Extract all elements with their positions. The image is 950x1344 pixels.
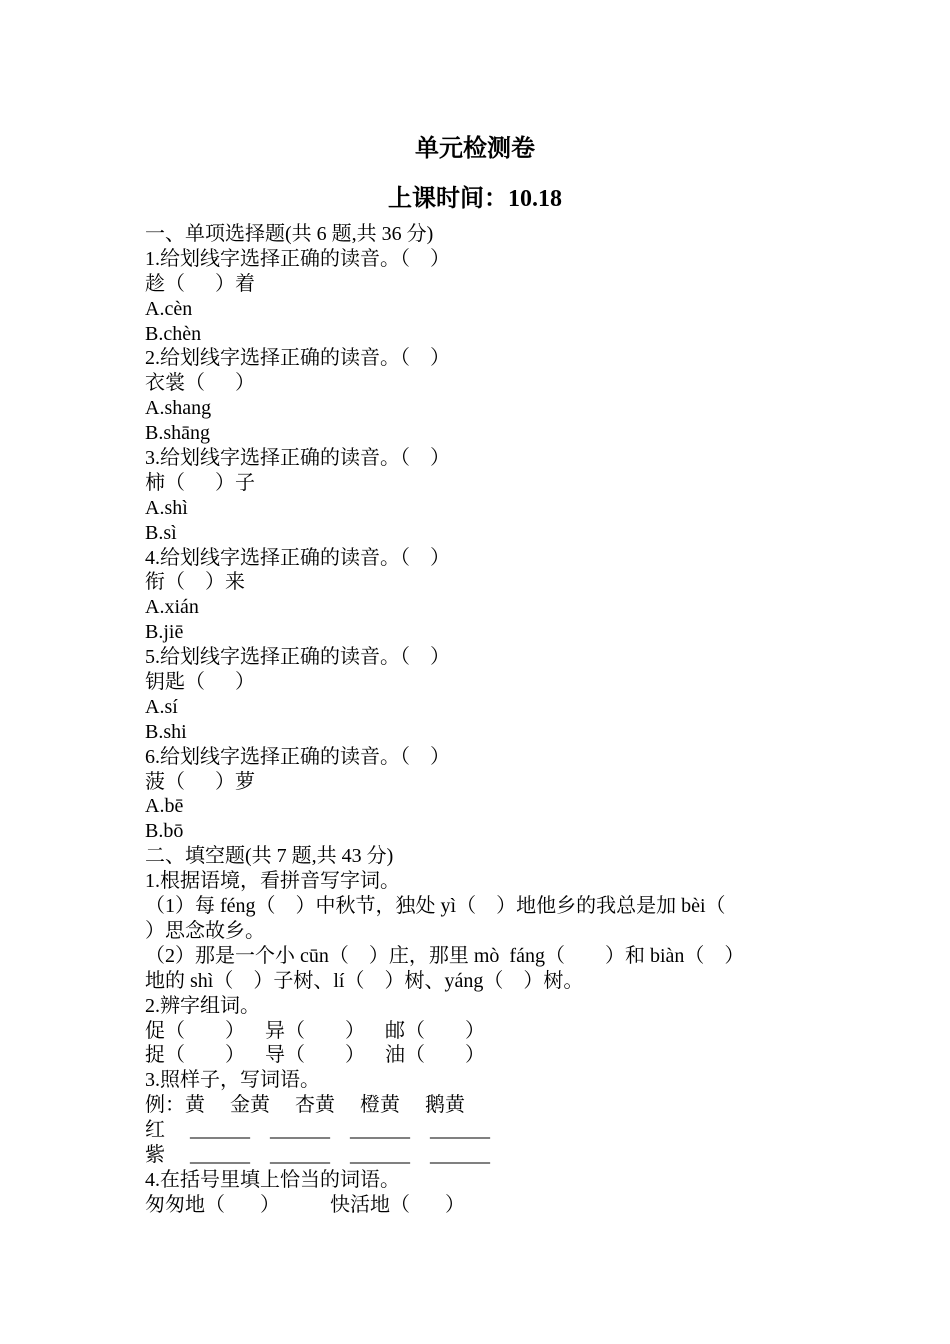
text-line: 衣裳（ ） bbox=[145, 372, 255, 395]
text-line: （2）那是一个小 cūn（ ）庄，那里 mò fáng（ ）和 biàn（ ） bbox=[145, 944, 745, 967]
text-line: 捉（ ） 导（ ） 油（ ） bbox=[145, 1044, 485, 1067]
text-line: B.chèn bbox=[145, 322, 202, 345]
text-line: 柿（ ）子 bbox=[145, 471, 255, 494]
text-line: 4.给划线字选择正确的读音。（ ） bbox=[145, 546, 450, 569]
text-line: 5.给划线字选择正确的读音。（ ） bbox=[145, 646, 450, 669]
text-line: 1.给划线字选择正确的读音。（ ） bbox=[145, 247, 450, 270]
text-line: A.cèn bbox=[145, 297, 193, 320]
class-time-heading: 上课时间：10.18 bbox=[388, 186, 562, 212]
text-line: 促（ ） 异（ ） 邮（ ） bbox=[145, 1019, 485, 1042]
text-line: 衔（ ）来 bbox=[145, 571, 245, 594]
text-line: B.shāng bbox=[145, 422, 210, 445]
text-line: A.bē bbox=[145, 795, 184, 818]
text-line: 4.在括号里填上恰当的词语。 bbox=[145, 1168, 400, 1191]
text-line: A.sí bbox=[145, 695, 178, 718]
text-line: 匆匆地（ ） 快活地（ ） bbox=[145, 1193, 465, 1216]
text-line: A.shì bbox=[145, 496, 188, 519]
text-line: B.bō bbox=[145, 820, 184, 843]
text-line: A.shang bbox=[145, 397, 212, 420]
text-line: A.xián bbox=[145, 596, 199, 619]
text-line: B.jiē bbox=[145, 621, 184, 644]
question-body bbox=[145, 222, 805, 1218]
text-line: 6.给划线字选择正确的读音。（ ） bbox=[145, 745, 450, 768]
text-line: 钥匙（ ） bbox=[145, 671, 255, 694]
text-line: ）思念故乡。 bbox=[145, 919, 265, 942]
text-line: 紫 ______ ______ ______ ______ bbox=[145, 1143, 490, 1166]
document-title: 单元检测卷 bbox=[415, 136, 535, 162]
text-line: 3.给划线字选择正确的读音。（ ） bbox=[145, 447, 450, 470]
text-line: 1.根据语境，看拼音写字词。 bbox=[145, 870, 400, 893]
text-line: B.sì bbox=[145, 521, 177, 544]
text-line: 红 ______ ______ ______ ______ bbox=[145, 1119, 490, 1142]
text-line: 3.照样子，写词语。 bbox=[145, 1069, 320, 1092]
text-line: B.shi bbox=[145, 720, 187, 743]
text-line: 二、填空题(共 7 题,共 43 分) bbox=[145, 845, 394, 868]
text-line: 菠（ ）萝 bbox=[145, 770, 255, 793]
text-line: 2.给划线字选择正确的读音。（ ） bbox=[145, 347, 450, 370]
text-line: 地的 shì（ ）子树、lí（ ）树、yáng（ ）树。 bbox=[145, 969, 584, 992]
text-line: 一、单项选择题(共 6 题,共 36 分) bbox=[145, 223, 434, 245]
text-line: 趁（ ）着 bbox=[145, 272, 255, 295]
text-line: 2.辨字组词。 bbox=[145, 994, 260, 1017]
text-line: （1）每 féng（ ）中秋节，独处 yì（ ）地他乡的我总是加 bèi（ bbox=[145, 895, 726, 918]
text-line: 例：黄 金黄 杏黄 橙黄 鹅黄 bbox=[145, 1094, 465, 1117]
